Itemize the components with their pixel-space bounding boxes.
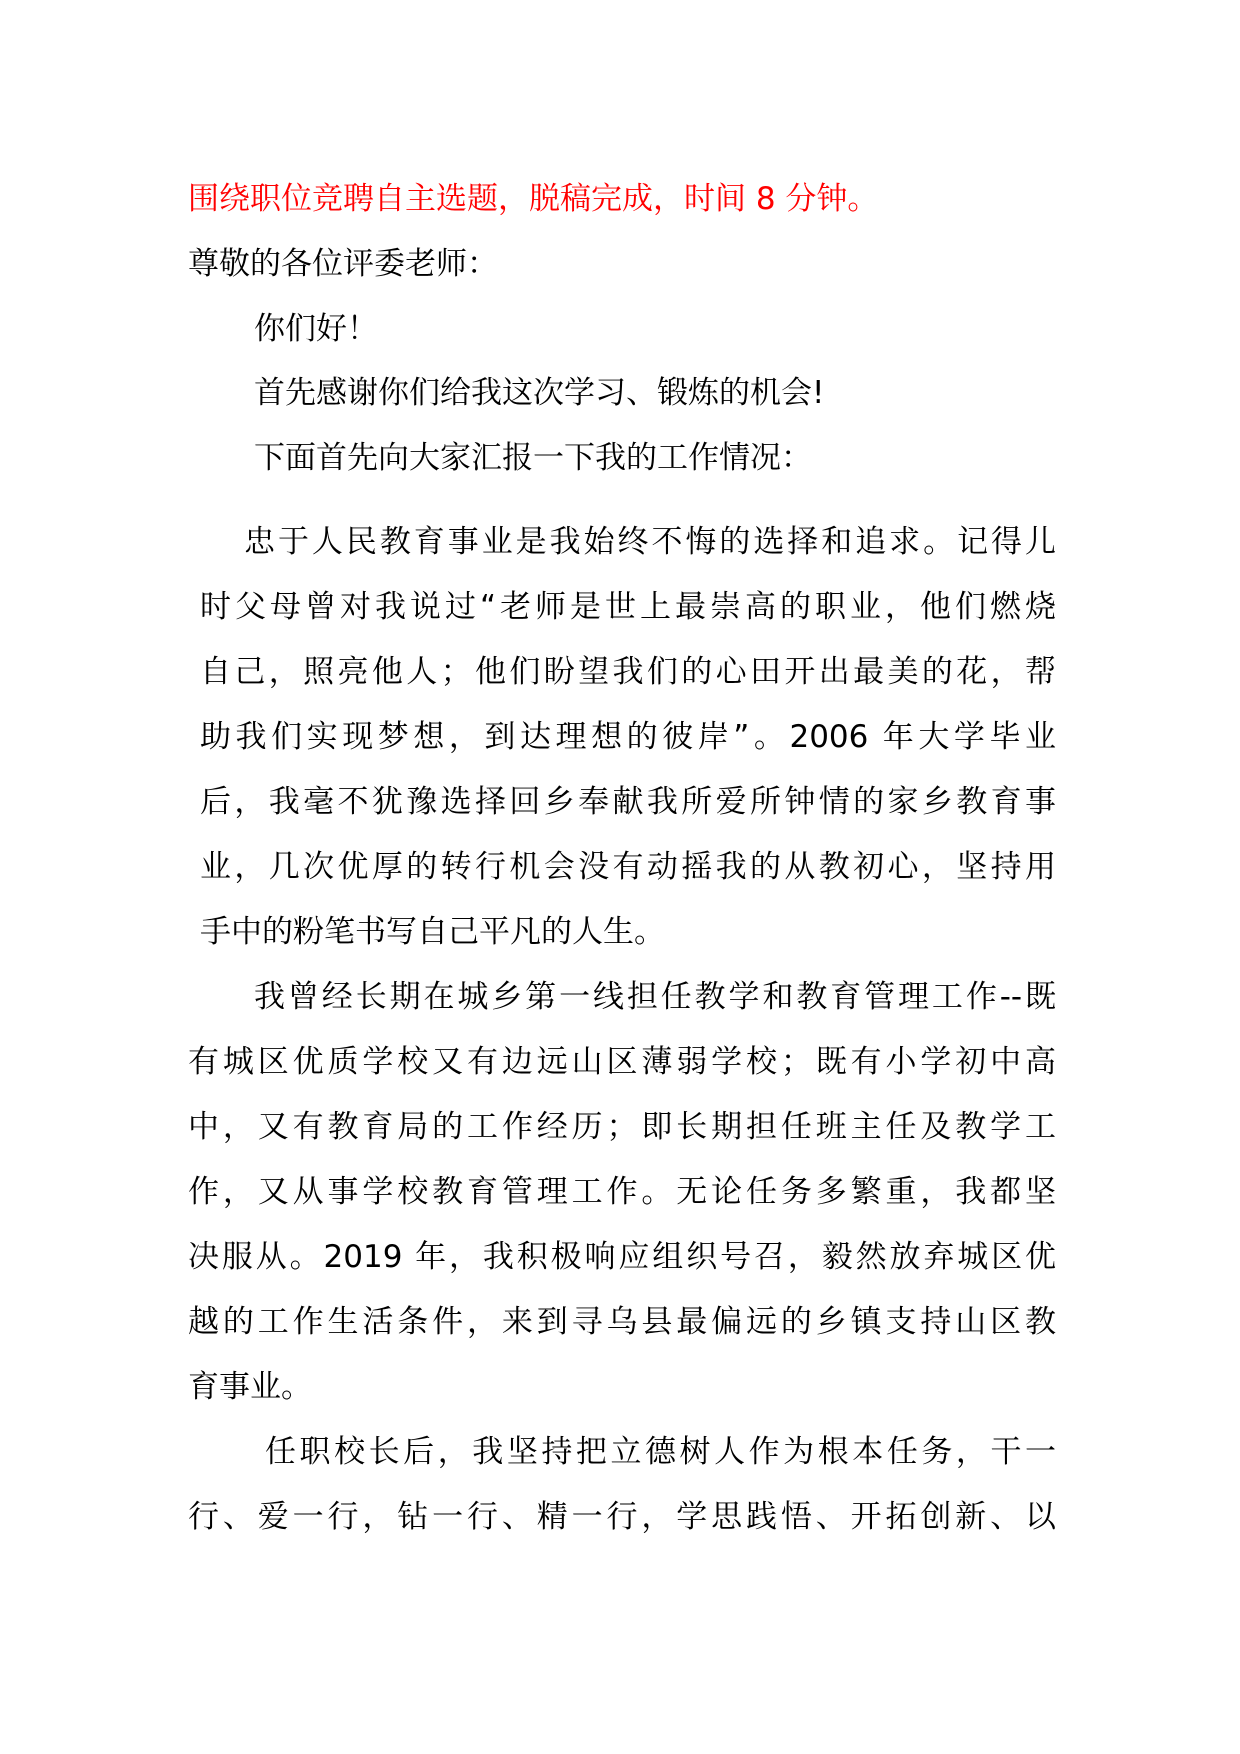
paragraph-1-line: 手中的粉笔书写自己平凡的人生。 [200,914,665,950]
paragraph-1-line: 时父母曾对我说过“老师是世上最崇高的职业，他们燃烧 [200,589,1056,625]
paragraph-1-line: 业，几次优厚的转行机会没有动摇我的从教初心，坚持用 [200,849,1056,885]
paragraph-2-line: 我曾经长期在城乡第一线担任教学和教育管理工作--既 [254,979,1056,1015]
paragraph-2-line: 作，又从事学校教育管理工作。无论任务多繁重，我都坚 [188,1174,1056,1210]
paragraph-1-line: 自己，照亮他人；他们盼望我们的心田开出最美的花，帮 [200,654,1056,690]
paragraph-2-line: 中，又有教育局的工作经历；即长期担任班主任及教学工 [188,1109,1056,1145]
paragraph-2-line: 越的工作生活条件，来到寻乌县最偏远的乡镇支持山区教 [188,1304,1056,1340]
paragraph-1-line: 忠于人民教育事业是我始终不悔的选择和追求。记得儿 [244,524,1056,560]
paragraph-2-line: 有城区优质学校又有边远山区薄弱学校；既有小学初中高 [188,1044,1056,1080]
salutation: 尊敬的各位评委老师： [188,246,498,282]
intro-line: 下面首先向大家汇报一下我的工作情况： [254,440,812,476]
paragraph-1-line: 后，我毫不犹豫选择回乡奉献我所爱所钟情的家乡教育事 [200,784,1056,820]
greeting: 你们好！ [254,311,378,347]
paragraph-3-line: 任职校长后，我坚持把立德树人作为根本任务，干一 [265,1434,1056,1470]
paragraph-3-line: 行、爱一行，钻一行、精一行，学思践悟、开拓创新、以 [188,1499,1056,1535]
paragraph-2-line: 育事业。 [188,1369,312,1405]
thanks-line: 首先感谢你们给我这次学习、锻炼的机会! [254,375,825,411]
instruction-line: 围绕职位竞聘自主选题，脱稿完成，时间 8 分钟。 [188,181,879,217]
paragraph-2-line: 决服从。2019 年，我积极响应组织号召，毅然放弃城区优 [188,1239,1056,1275]
paragraph-1-line: 助我们实现梦想，到达理想的彼岸”。2006 年大学毕业 [200,719,1056,755]
